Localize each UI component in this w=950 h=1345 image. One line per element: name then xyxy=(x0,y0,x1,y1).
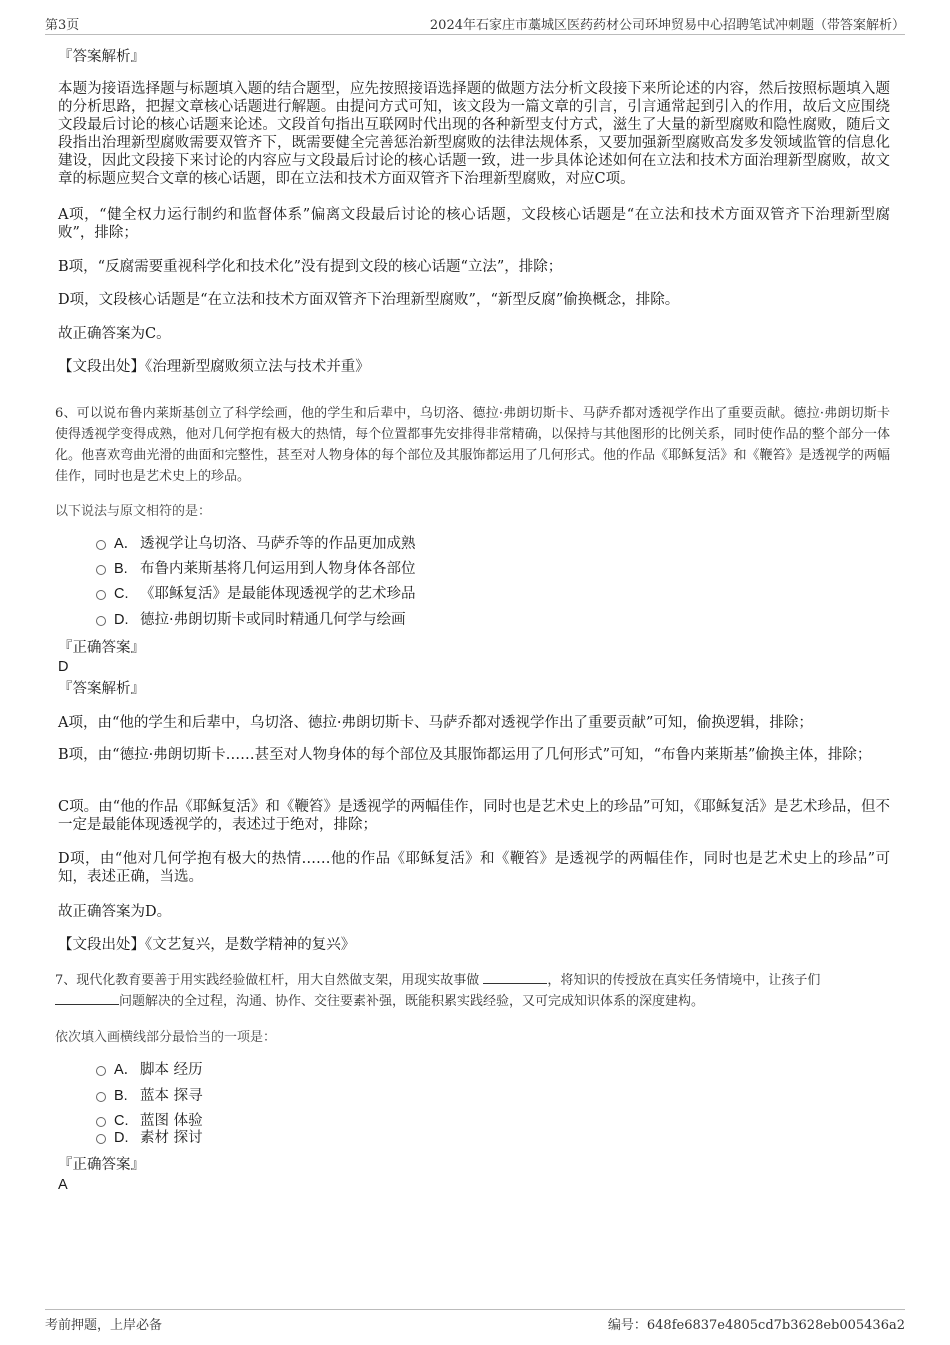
q5-option-a-analysis: A项，“健全权力运行制约和监督体系”偏离文段最后讨论的核心话题，文段核心话题是“在立法和技术方面双管齐下治理新型腐败”，排除； xyxy=(58,207,890,241)
q6-conclusion: 故正确答案为D。 xyxy=(58,904,172,920)
q6-option-b[interactable]: B. 布鲁内莱斯基将几何运用到人物身体各部位 xyxy=(96,559,416,579)
page-footer xyxy=(45,1309,905,1334)
q7-option-c[interactable]: C. 蓝图 体验 xyxy=(96,1111,203,1131)
q6-prompt: 以下说法与原文相符的是： xyxy=(55,504,212,519)
radio-icon[interactable] xyxy=(96,1092,106,1102)
q5-analysis-text: 本题为接语选择题与标题填入题的结合题型，应先按照接语选择题的做题方法分析文段接下来所论述的内容，然后按照标题填入题的分析思路，把握文章核心话题进行解题。由提问方式可知，该文段为一篇文章的引言，引言通常起到引入的作用，故后文应围绕文段最后讨论的核心话题来论述。文段首句指出互联网时代出现的各种新型支付方式，滋生了大量的新型腐败和隐性腐败，随后文段指出治理新型腐败需要双管齐下，既需要健全完善惩治新型腐败的法律法规体系，又要加强新型腐败高发多发领域监管的信息化建设，因此文段接下来讨论的内容应与文段最后讨论的核心话题一致，进一步具体论述如何在立法和技术方面治理新型腐败，故文章的标题应契合文章的核心话题，即在立法和技术方面双管齐下治理新型腐败，对应C项。 xyxy=(58,81,890,187)
q5-analysis-tag: 『答案解析』 xyxy=(58,49,145,65)
radio-icon[interactable] xyxy=(96,565,106,575)
radio-icon[interactable] xyxy=(96,540,106,550)
q7-option-b[interactable]: B. 蓝本 探寻 xyxy=(96,1086,203,1106)
q6-analysis-tag: 『答案解析』 xyxy=(58,681,145,697)
footer-code: 编号：648fe6837e4805cd7b3628eb005436a2 xyxy=(607,1318,905,1333)
q6-option-a-analysis: A项，由“他的学生和后辈中，乌切洛、德拉·弗朗切斯卡、马萨乔都对透视学作出了重要贡献”可知，偷换逻辑，排除； xyxy=(58,715,813,731)
fill-blank-1 xyxy=(483,970,547,984)
q6-answer: D xyxy=(58,659,69,675)
q7-option-a[interactable]: A． 脚本 经历 xyxy=(96,1060,203,1080)
fill-blank-2 xyxy=(55,991,119,1005)
radio-icon[interactable] xyxy=(96,590,106,600)
q7-answer-tag: 『正确答案』 xyxy=(58,1157,145,1173)
document-title: 2024年石家庄市藁城区医药药材公司环坤贸易中心招聘笔试冲刺题（带答案解析） xyxy=(429,18,905,33)
q6-option-d[interactable]: D. 德拉·弗朗切斯卡或同时精通几何学与绘画 xyxy=(96,610,406,630)
footer-slogan: 考前押题，上岸必备 xyxy=(45,1318,163,1333)
radio-icon[interactable] xyxy=(96,1134,106,1144)
q7-prompt: 依次填入画横线部分最恰当的一项是： xyxy=(55,1030,277,1045)
page-header xyxy=(45,14,905,35)
q6-option-a[interactable]: A． 透视学让乌切洛、马萨乔等的作品更加成熟 xyxy=(96,534,416,554)
radio-icon[interactable] xyxy=(96,1117,106,1127)
q5-source: 【文段出处】《治理新型腐败须立法与技术并重》 xyxy=(58,359,370,375)
q6-source: 【文段出处】《文艺复兴，是数学精神的复兴》 xyxy=(58,937,356,953)
q6-option-c[interactable]: C. 《耶稣复活》是最能体现透视学的艺术珍品 xyxy=(96,584,416,604)
page-number: 第3页 xyxy=(45,18,80,33)
radio-icon[interactable] xyxy=(96,1066,106,1076)
radio-icon[interactable] xyxy=(96,616,106,626)
q5-conclusion: 故正确答案为C。 xyxy=(58,326,171,342)
q7-stem: 7、现代化教育要善于用实践经验做杠杆，用大自然做支架，用现实故事做 ，将知识的传授放在真实任务情境中，让孩子们 问题解决的全过程，沟通、协作、交往要素补强，既能积累实践经验，又可完成知识体系的深度建构。 xyxy=(55,970,890,1012)
q5-option-d-analysis: D项，文段核心话题是“在立法和技术方面双管齐下治理新型腐败”，“新型反腐”偷换概念，排除。 xyxy=(58,292,680,308)
q6-stem: 6、可以说布鲁内莱斯基创立了科学绘画，他的学生和后辈中，乌切洛、德拉·弗朗切斯卡、马萨乔都对透视学作出了重要贡献。德拉·弗朗切斯卡使得透视学变得成熟，他对几何学抱有极大的热情，每个位置都事先安排得非常精确，以保持与其他图形的比例关系，同时使作品的整个部分一体化。他喜欢弯曲光滑的曲面和完整性，甚至对人物身体的每个部位及其服饰都运用了几何形式。他的作品《耶稣复活》和《鞭笞》是透视学的两幅佳作，同时也是艺术史上的珍品。 xyxy=(55,406,890,484)
q5-option-b-analysis: B项，“反腐需要重视科学化和技术化”没有提到文段的核心话题“立法”，排除； xyxy=(58,259,563,275)
q6-answer-tag: 『正确答案』 xyxy=(58,640,145,656)
q6-option-c-analysis: C项。由“他的作品《耶稣复活》和《鞭笞》是透视学的两幅佳作，同时也是艺术史上的珍品”可知，《耶稣复活》是艺术珍品，但不一定是最能体现透视学的，表述过于绝对，排除； xyxy=(58,799,890,833)
q6-option-b-analysis: B项，由“德拉·弗朗切斯卡……甚至对人物身体的每个部位及其服饰都运用了几何形式”可知，“布鲁内莱斯基”偷换主体，排除； xyxy=(58,747,872,763)
q6-option-d-analysis: D项，由“他对几何学抱有极大的热情……他的作品《耶稣复活》和《鞭笞》是透视学的两幅佳作，同时也是艺术史上的珍品”可知，表述正确，当选。 xyxy=(58,851,890,885)
q7-answer: A xyxy=(58,1177,68,1193)
q7-option-d[interactable]: D. 素材 探讨 xyxy=(96,1128,203,1148)
